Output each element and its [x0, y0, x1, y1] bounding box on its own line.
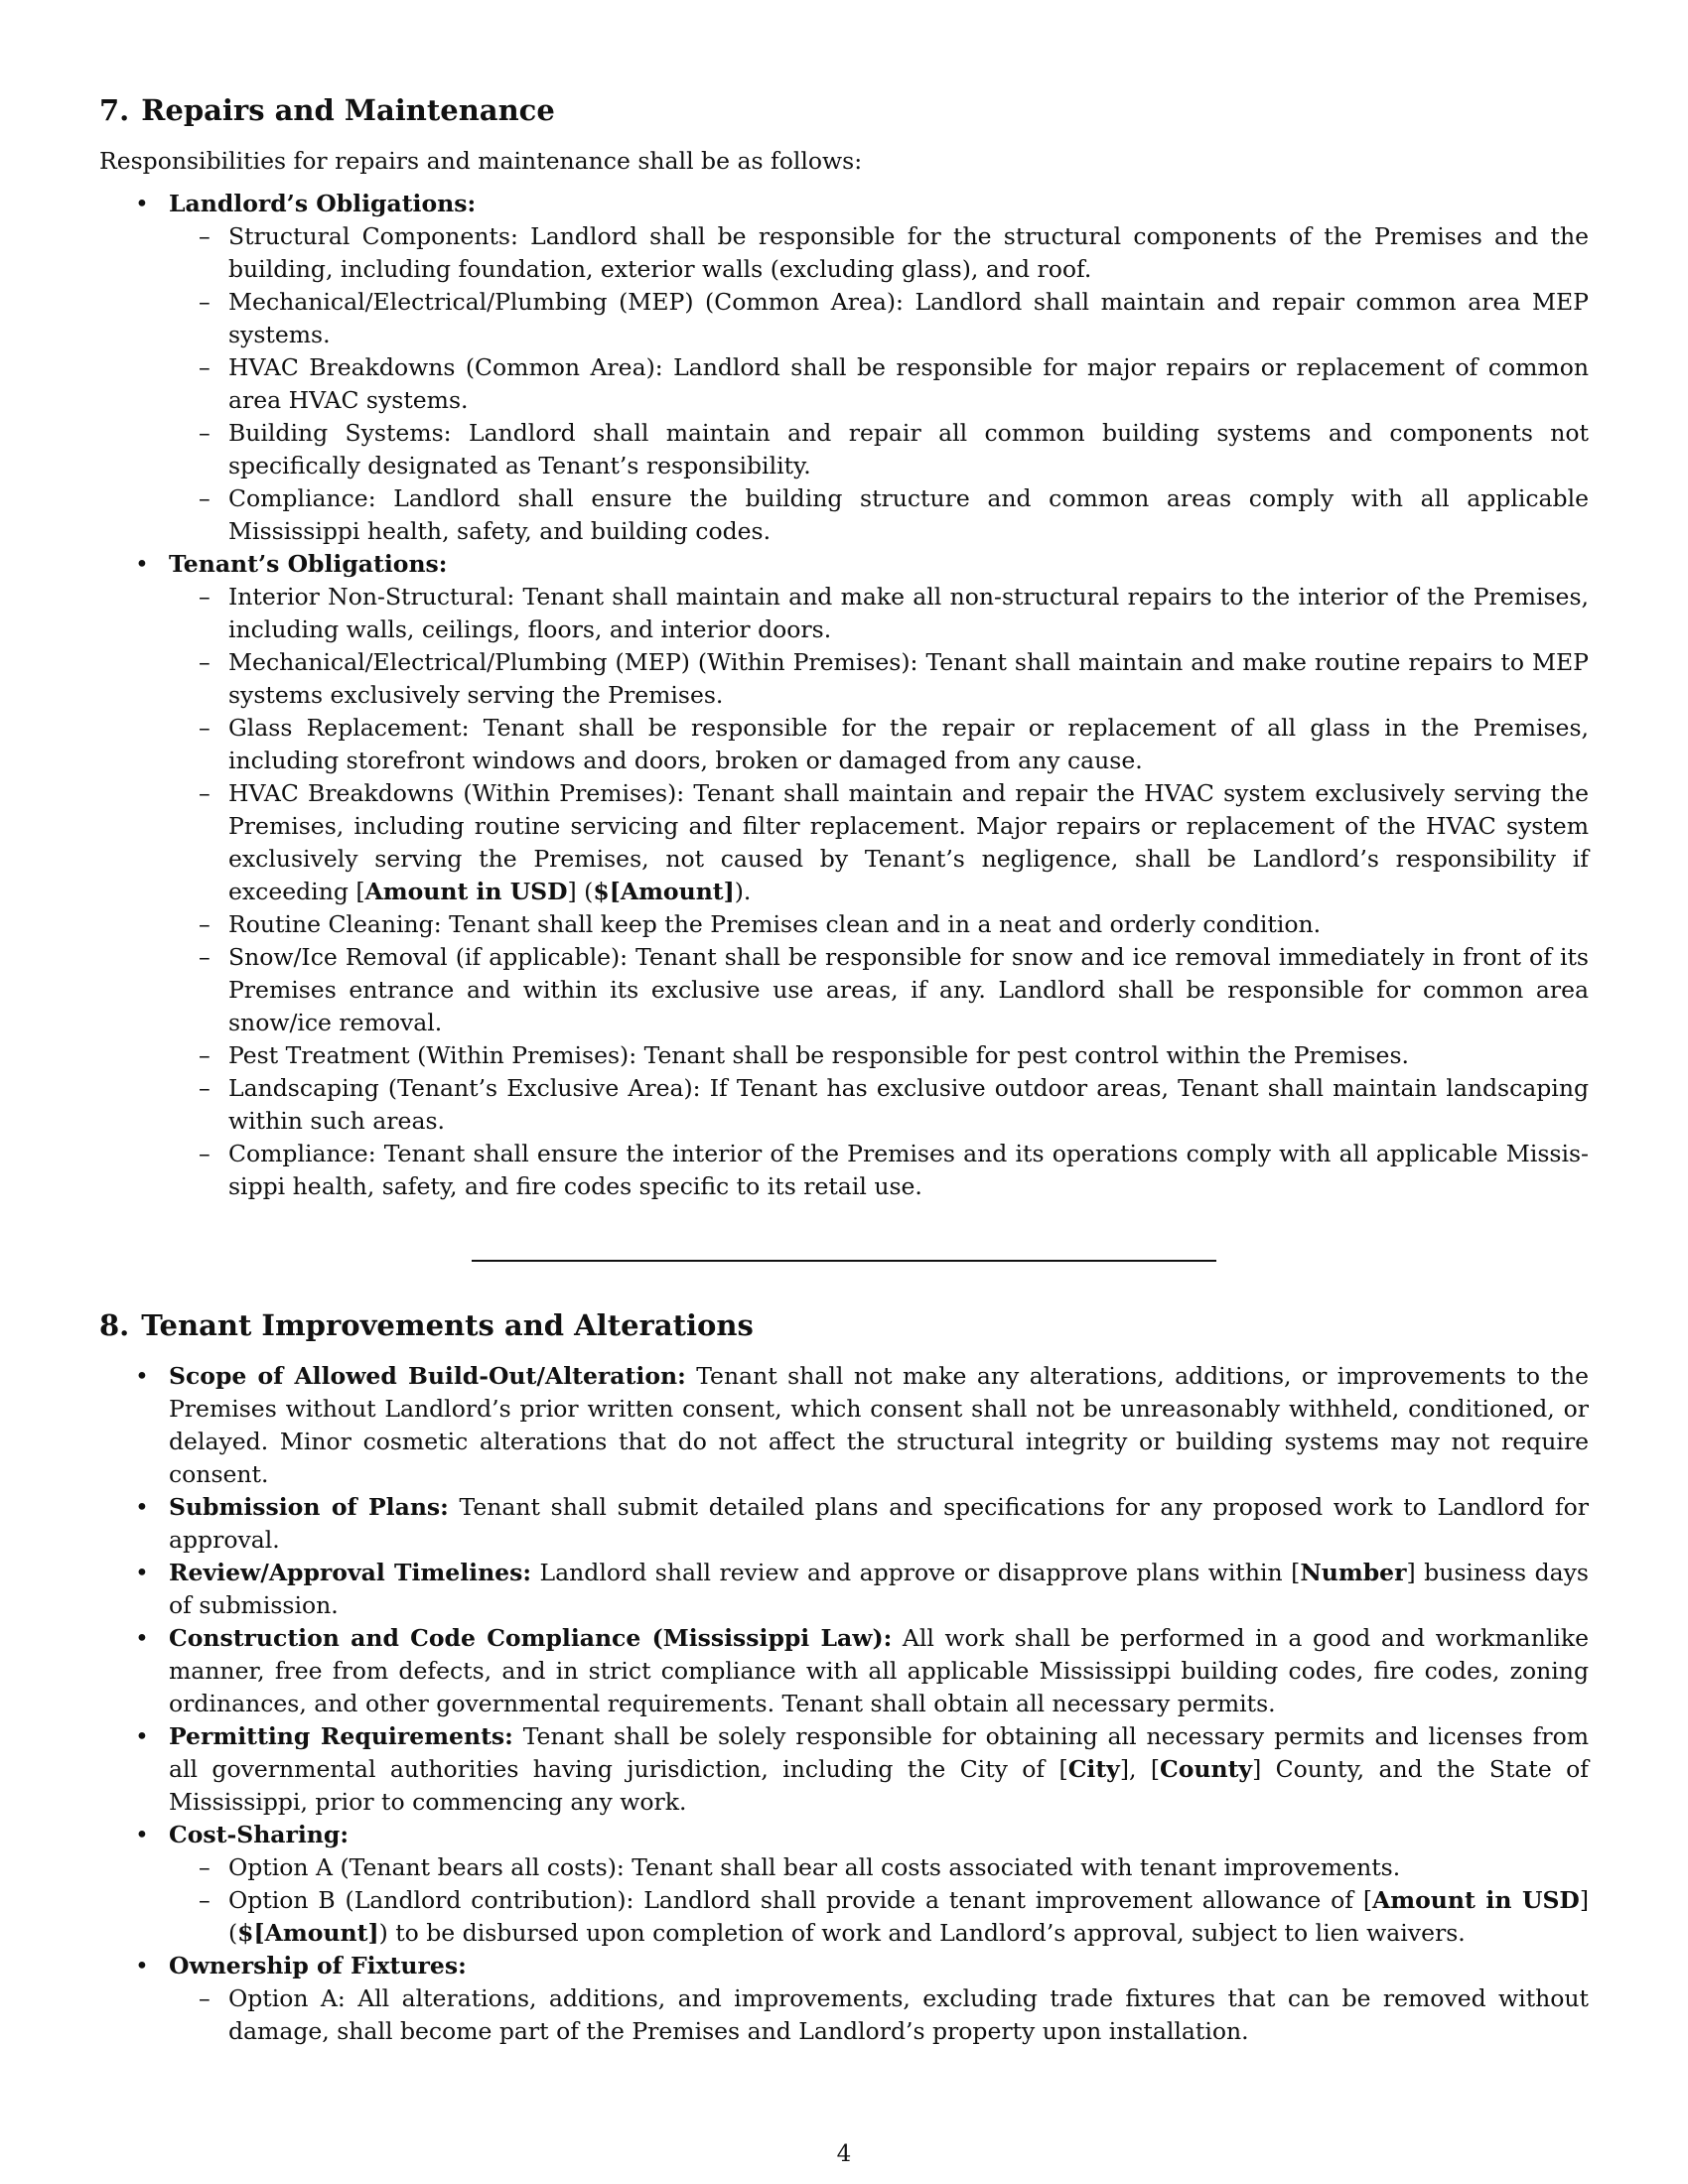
list-item: – Glass Replacement: Tenant shall be responsible for the repair or replacement of all glass in the Premises, including storefront windows and doors, broken or damaged from any cause. [169, 712, 1589, 777]
construction-label: Construction and Code Compliance (Mississippi Law): [169, 1624, 893, 1652]
landlord-obligations-list [169, 220, 1589, 548]
construction-item [99, 1622, 1589, 1720]
permitting-label: Permitting Requirements: [169, 1722, 513, 1750]
plans-label: Submission of Plans: [169, 1493, 449, 1521]
cost-sharing-label: Cost-Sharing: [169, 1821, 350, 1848]
list-item: – Option A: All alterations, additions, and improvements, excluding trade fixtures that can be removed without damage, shall become part of the Premises and Landlord’s property upon installation. [169, 1982, 1589, 2048]
review-text-after: ] business days of submission. [169, 1559, 1589, 1619]
list-item: – Compliance: Tenant shall ensure the interior of the Premises and its operations comply with all applicable Mississippi health, safety, and fire codes specific to its retail use. [169, 1138, 1589, 1203]
hvac-text: HVAC Breakdowns (Within Premises): Tenant shall maintain and repair the HVAC system exclusively serving the Premises, including routine servicing and filter replacement. Major repairs or replacement of the HVAC system exclusively serving the Premises, not caused by Tenant’s negligence, shall be Landlord’s responsibility if exceeding [228, 779, 1589, 905]
list-item: – Compliance: Landlord shall ensure the building structure and common areas comply with all applicable Mississippi health, safety, and building codes. [169, 482, 1589, 548]
ownership-item [99, 1950, 1589, 2048]
list-item: – Pest Treatment (Within Premises): Tenant shall be responsible for pest control within the Premises. [169, 1039, 1589, 1072]
option-b-text-before: Option B (Landlord contribution): Landlord shall provide a tenant improvement allowance of [ [228, 1886, 1373, 1914]
section-7 [99, 91, 1589, 1203]
list-item: – Interior Non-Structural: Tenant shall maintain and make all non-structural repairs to the interior of the Premises, including walls, ceilings, floors, and interior doors. [169, 581, 1589, 646]
landlord-obligations-heading: Landlord’s Obligations: [169, 190, 477, 217]
review-number: Number [1300, 1559, 1407, 1586]
section-8-title: Tenant Improvements and Alterations [141, 1308, 754, 1342]
list-item: – Option A (Tenant bears all costs): Tenant shall bear all costs associated with tenant improvements. [169, 1851, 1589, 1884]
permitting-item [99, 1720, 1589, 1819]
list-item: – Structural Components: Landlord shall be responsible for the structural components of the Premises and the building, including foundation, exterior walls (excluding glass), and roof. [169, 220, 1589, 286]
review-label: Review/Approval Timelines: [169, 1559, 532, 1586]
list-item: – Mechanical/Electrical/Plumbing (MEP) (Within Premises): Tenant shall maintain and make routine repairs to MEP systems exclusively serving the Premises. [169, 646, 1589, 712]
cost-sharing-list [169, 1851, 1589, 1950]
list-item-hvac: – HVAC Breakdowns (Within Premises): Tenant shall maintain and repair the HVAC system exclusively serving the Premises, including routine servicing and filter replacement. Major repairs or replacement of the HVAC system exclusively serving the Premises, not caused by Tenant’s negligence, shall be Landlord’s responsibility if exceeding [Amount in USD] ($[Amount]). [169, 777, 1589, 908]
hvac-amount: $[Amount] [593, 878, 735, 905]
section-7-heading [99, 91, 1589, 129]
list-item: – Landscaping (Tenant’s Exclusive Area): If Tenant has exclusive outdoor areas, Tenant shall maintain landscaping within such areas. [169, 1072, 1589, 1138]
section-7-number: 7. [99, 93, 130, 127]
tenant-obligations [99, 548, 1589, 1203]
tenant-obligations-list [169, 581, 1589, 1203]
ownership-list [169, 1982, 1589, 2048]
permitting-county: County [1160, 1755, 1253, 1783]
list-item: – Routine Cleaning: Tenant shall keep the Premises clean and in a neat and orderly condition. [169, 908, 1589, 941]
review-item [99, 1557, 1589, 1622]
section-8 [99, 1306, 1589, 2048]
list-item: – HVAC Breakdowns (Common Area): Landlord shall be responsible for major repairs or replacement of common area HVAC systems. [169, 351, 1589, 417]
permitting-city: City [1067, 1755, 1120, 1783]
option-b-text-mid: ] ( [228, 1886, 1589, 1947]
section-7-intro: Responsibilities for repairs and maintenance shall be as follows: [99, 147, 863, 175]
list-item: – Building Systems: Landlord shall maintain and repair all common building systems and components not specifically designated as Tenant’s responsibility. [169, 417, 1589, 482]
option-b-text-after: ) to be disbursed upon completion of work and Landlord’s approval, subject to lien waivers. [378, 1919, 1466, 1947]
landlord-obligations [99, 188, 1589, 548]
plans-text: Tenant shall submit detailed plans and specifications for any proposed work to Landlord for approval. [169, 1493, 1589, 1554]
option-b-amount-words: Amount in USD [1372, 1886, 1580, 1914]
permitting-text-mid: ], [ [1119, 1755, 1161, 1783]
section-8-number: 8. [99, 1308, 130, 1342]
page-number: 4 [836, 2141, 852, 2167]
construction-text: All work shall be performed in a good and workmanlike manner, free from defects, and in strict compliance with all applicable Mississippi building codes, fire codes, zoning ordinances, and other governmental requirements. Tenant shall obtain all necessary permits. [169, 1624, 1590, 1717]
section-8-list [99, 1360, 1589, 2048]
review-text-before: Landlord shall review and approve or disapprove plans within [ [531, 1559, 1301, 1586]
section-7-list [99, 188, 1589, 1203]
cost-sharing-item [99, 1819, 1589, 1950]
plans-item [99, 1491, 1589, 1557]
permitting-text-before: Tenant shall be solely responsible for obtaining all necessary permits and licenses from all governmental authorities having jurisdiction, including the City of [ [169, 1722, 1590, 1783]
section-8-heading [99, 1306, 1589, 1344]
option-b-amount: $[Amount] [237, 1919, 379, 1947]
section-divider [472, 1260, 1216, 1262]
hvac-amount-words: Amount in USD [364, 878, 568, 905]
list-item-option-b [169, 1884, 1589, 1950]
permitting-text-after: ] County, and the State of Mississippi, prior to commencing any work. [169, 1755, 1589, 1816]
ownership-label: Ownership of Fixtures: [169, 1952, 467, 1979]
section-7-title: Repairs and Maintenance [141, 93, 555, 127]
scope-text: Tenant shall not make any alterations, additions, or improvements to the Premises without Landlord’s prior written consent, which consent shall not be unreasonably withheld, conditioned, or delayed. Minor cosmetic alterations that do not affect the structural integrity or building systems may not require consent. [169, 1362, 1589, 1488]
list-item: – Snow/Ice Removal (if applicable): Tenant shall be responsible for snow and ice removal immediately in front of its Premises entrance and within its exclusive use areas, if any. Landlord shall be responsible for common area snow/ice removal. [169, 941, 1589, 1039]
scope-item [99, 1360, 1589, 1491]
tenant-obligations-heading: Tenant’s Obligations: [169, 550, 448, 578]
list-item: – Mechanical/Electrical/Plumbing (MEP) (Common Area): Landlord shall maintain and repair common area MEP systems. [169, 286, 1589, 351]
scope-label: Scope of Allowed Build-Out/Alteration: [169, 1362, 686, 1390]
